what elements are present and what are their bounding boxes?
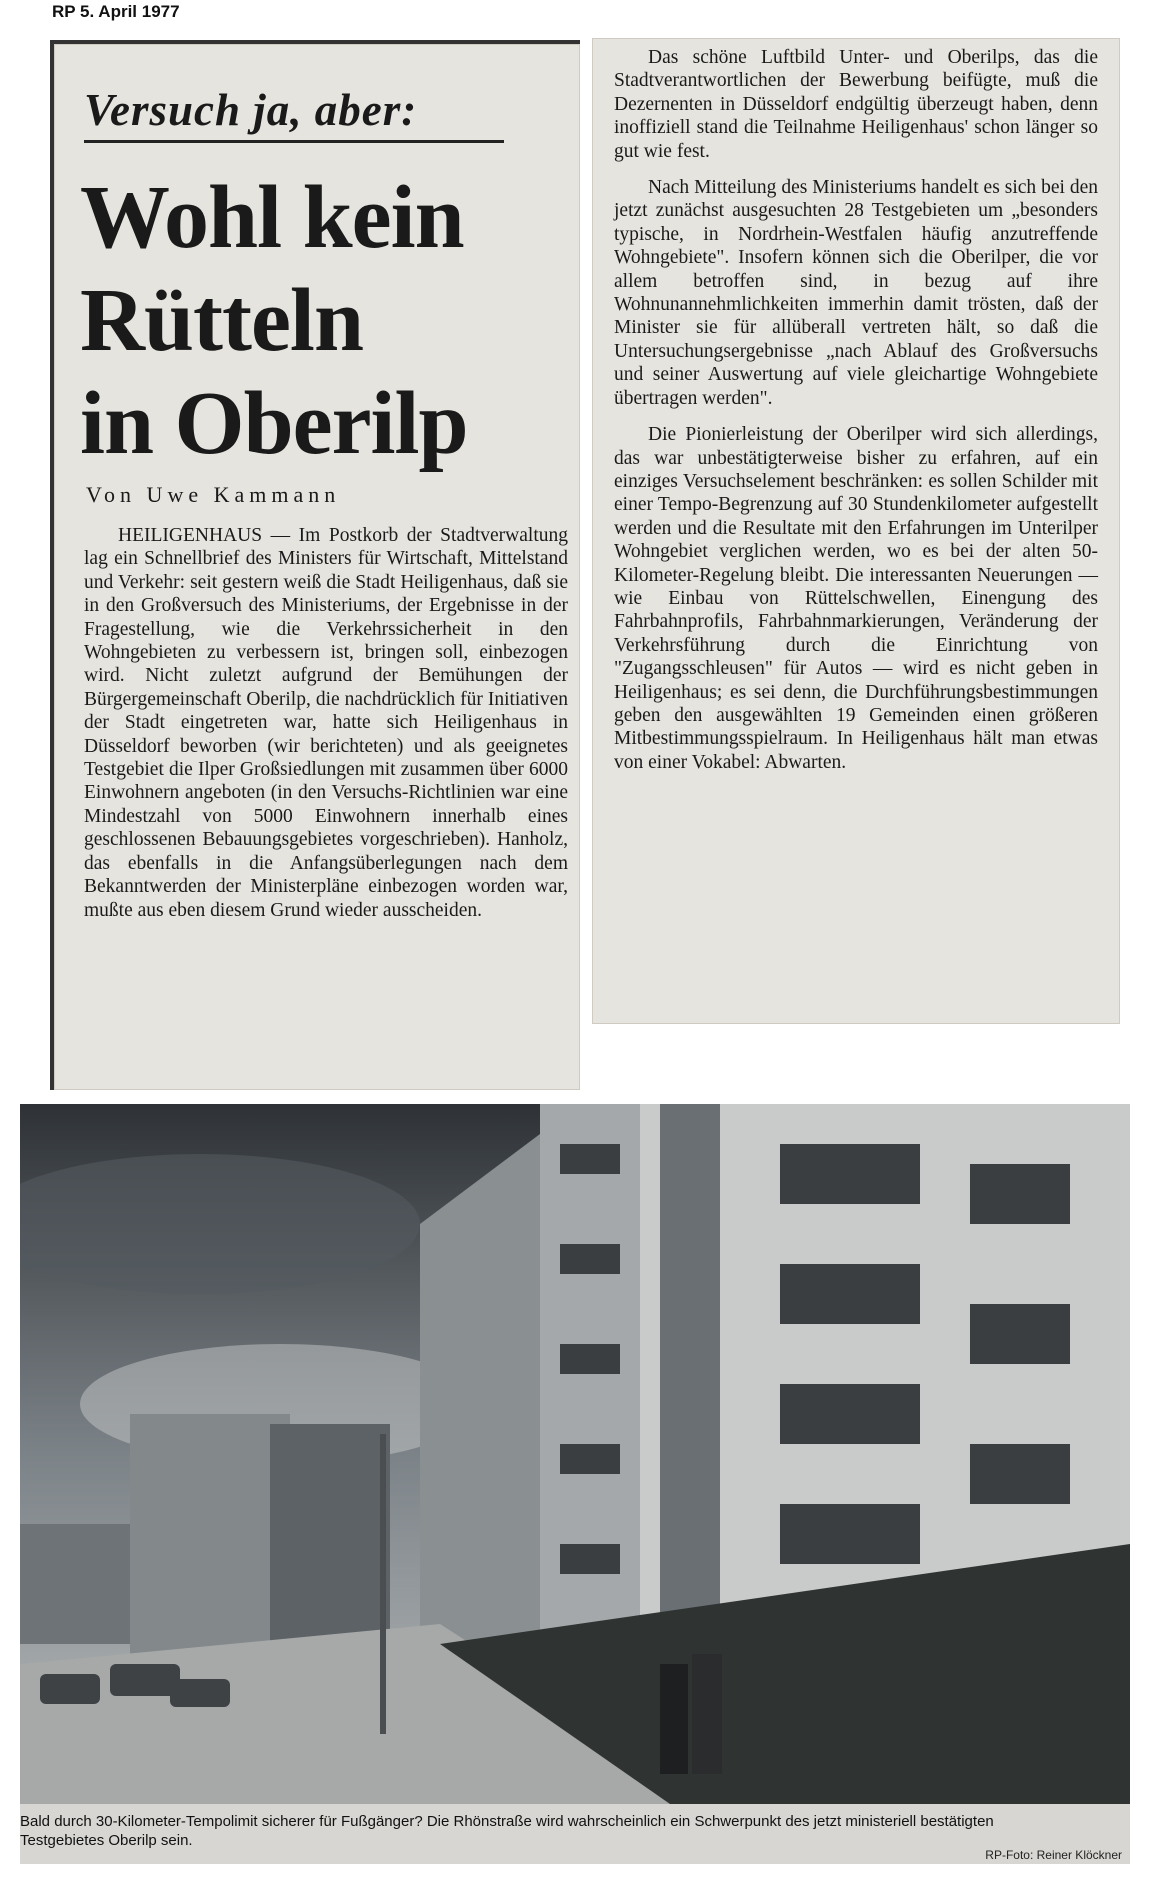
- article-byline: Von Uwe Kammann: [86, 482, 341, 507]
- article-photo: [20, 1104, 1130, 1864]
- left-paragraph: HEILIGENHAUS — Im Postkorb der Stadtverwaltung lag ein Schnellbrief des Ministers für Wirtschaft, Mittelstand und Verkehr: seit gestern weiß die Stadt Heiligenhaus, daß sie in den Großversuch des Ministeriums, der Ergebnisse in der Fragestellung, wie die Verkehrssicherheit in den Wohngebieten zu verbessern ist, bringen soll, einbezogen wird. Nicht zuletzt aufgrund der Bemühungen der Bürgergemeinschaft Oberilp, die nachdrücklich für Initiativen der Stadt eingetreten war, hatte sich Heiligenhaus in Düsseldorf beworben (wir berichteten) und als geeignetes Testgebiet die Ilper Großsiedlungen mit zusammen über 6000 Einwohnern angeboten (in den Versuchs-Richtlinien war eine Mindestzahl von 5000 Einwohnern innerhalb eines geschlossenen Bebauungsgebietes vorgeschrieben). Hanholz, das ebenfalls in die Anfangsüberlegungen nach dem Bekanntwerden der Ministerpläne einbezogen worden war, mußte aus eben diesem Grund wieder ausscheiden.: [84, 525, 568, 921]
- right-paragraph-2: Nach Mitteilung des Ministeriums handelt es sich bei den jetzt zunächst ausgesuchten 28 Testgebieten um „besonders typische, in Nordrhein-Westfalen häufig anzutreffende Wohngebiete". Insofern können sich die Oberilper, die vor allem betroffen sind, in bezug auf ihre Wohnunannehmlichkeiten immerhin damit trösten, daß der Minister sie für allüberall vertreten hält, so daß die Untersuchungsergebnisse „nach Ablauf des Großversuchs und seiner Auswertung auf viele gleichartige Wohngebiete übertragen werden".: [614, 177, 1098, 409]
- photo-credit: RP-Foto: Reiner Klöckner: [985, 1848, 1122, 1862]
- article-right-body: [614, 46, 1098, 787]
- article-kicker: Versuch ja, aber:: [84, 84, 504, 143]
- article-right-clipping: [592, 38, 1120, 1024]
- article-left-clipping: [50, 40, 580, 1090]
- headline-line-2: Rütteln: [80, 271, 363, 370]
- headline-line-3: in Oberilp: [80, 374, 468, 473]
- headline-line-1: Wohl kein: [80, 168, 464, 267]
- right-paragraph-1: Das schöne Luftbild Unter- und Oberilps, das die Stadtverantwortlichen der Bewerbung beifügte, muß die Dezernenten in Düsseldorf endgültig überzeugt haben, denn inoffiziell stand die Teilnahme Heiligenhaus' schon länger so gut wie fest.: [614, 47, 1098, 162]
- article-headline: [80, 166, 560, 475]
- photo-caption: Bald durch 30-Kilometer-Tempolimit sicherer für Fußgänger? Die Rhönstraße wird wahrscheinlich ein Schwerpunkt des jetzt ministeriell bestätigten Testgebietes Oberilp sein.: [20, 1813, 994, 1849]
- article-left-body: [84, 524, 568, 922]
- right-paragraph-3: Die Pionierleistung der Oberilper wird sich allerdings, das war unbestätigterweise bisher zu erfahren, auf ein einziges Versuchselement beschränken: es sollen Schilder mit einer Tempo-Begrenzung auf 30 Stundenkilometer aufgestellt werden und die Resultate mit den Erfahrungen im Unterilper Wohngebiet verglichen werden, wo es bei der alten 50-Kilometer-Regelung bleibt. Die interessanten Neuerungen — wie Einbau von Rüttelschwellen, Einengung des Fahrbahnprofils, Fahrbahnmarkierungen, Veränderung der Verkehrsführung durch die Einrichtung von "Zugangsschleusen" für Autos — wird es nicht geben in Heiligenhaus; es sei denn, die Durchführungsbestimmungen geben den ausgewählten 19 Gemeinden einen größeren Mitbestimmungsspielraum. In Heiligenhaus hält man etwas von einer Vokabel: Abwarten.: [614, 424, 1098, 773]
- clipping-date-label: RP 5. April 1977: [52, 2, 180, 21]
- street-photo-illustration: [20, 1104, 1130, 1864]
